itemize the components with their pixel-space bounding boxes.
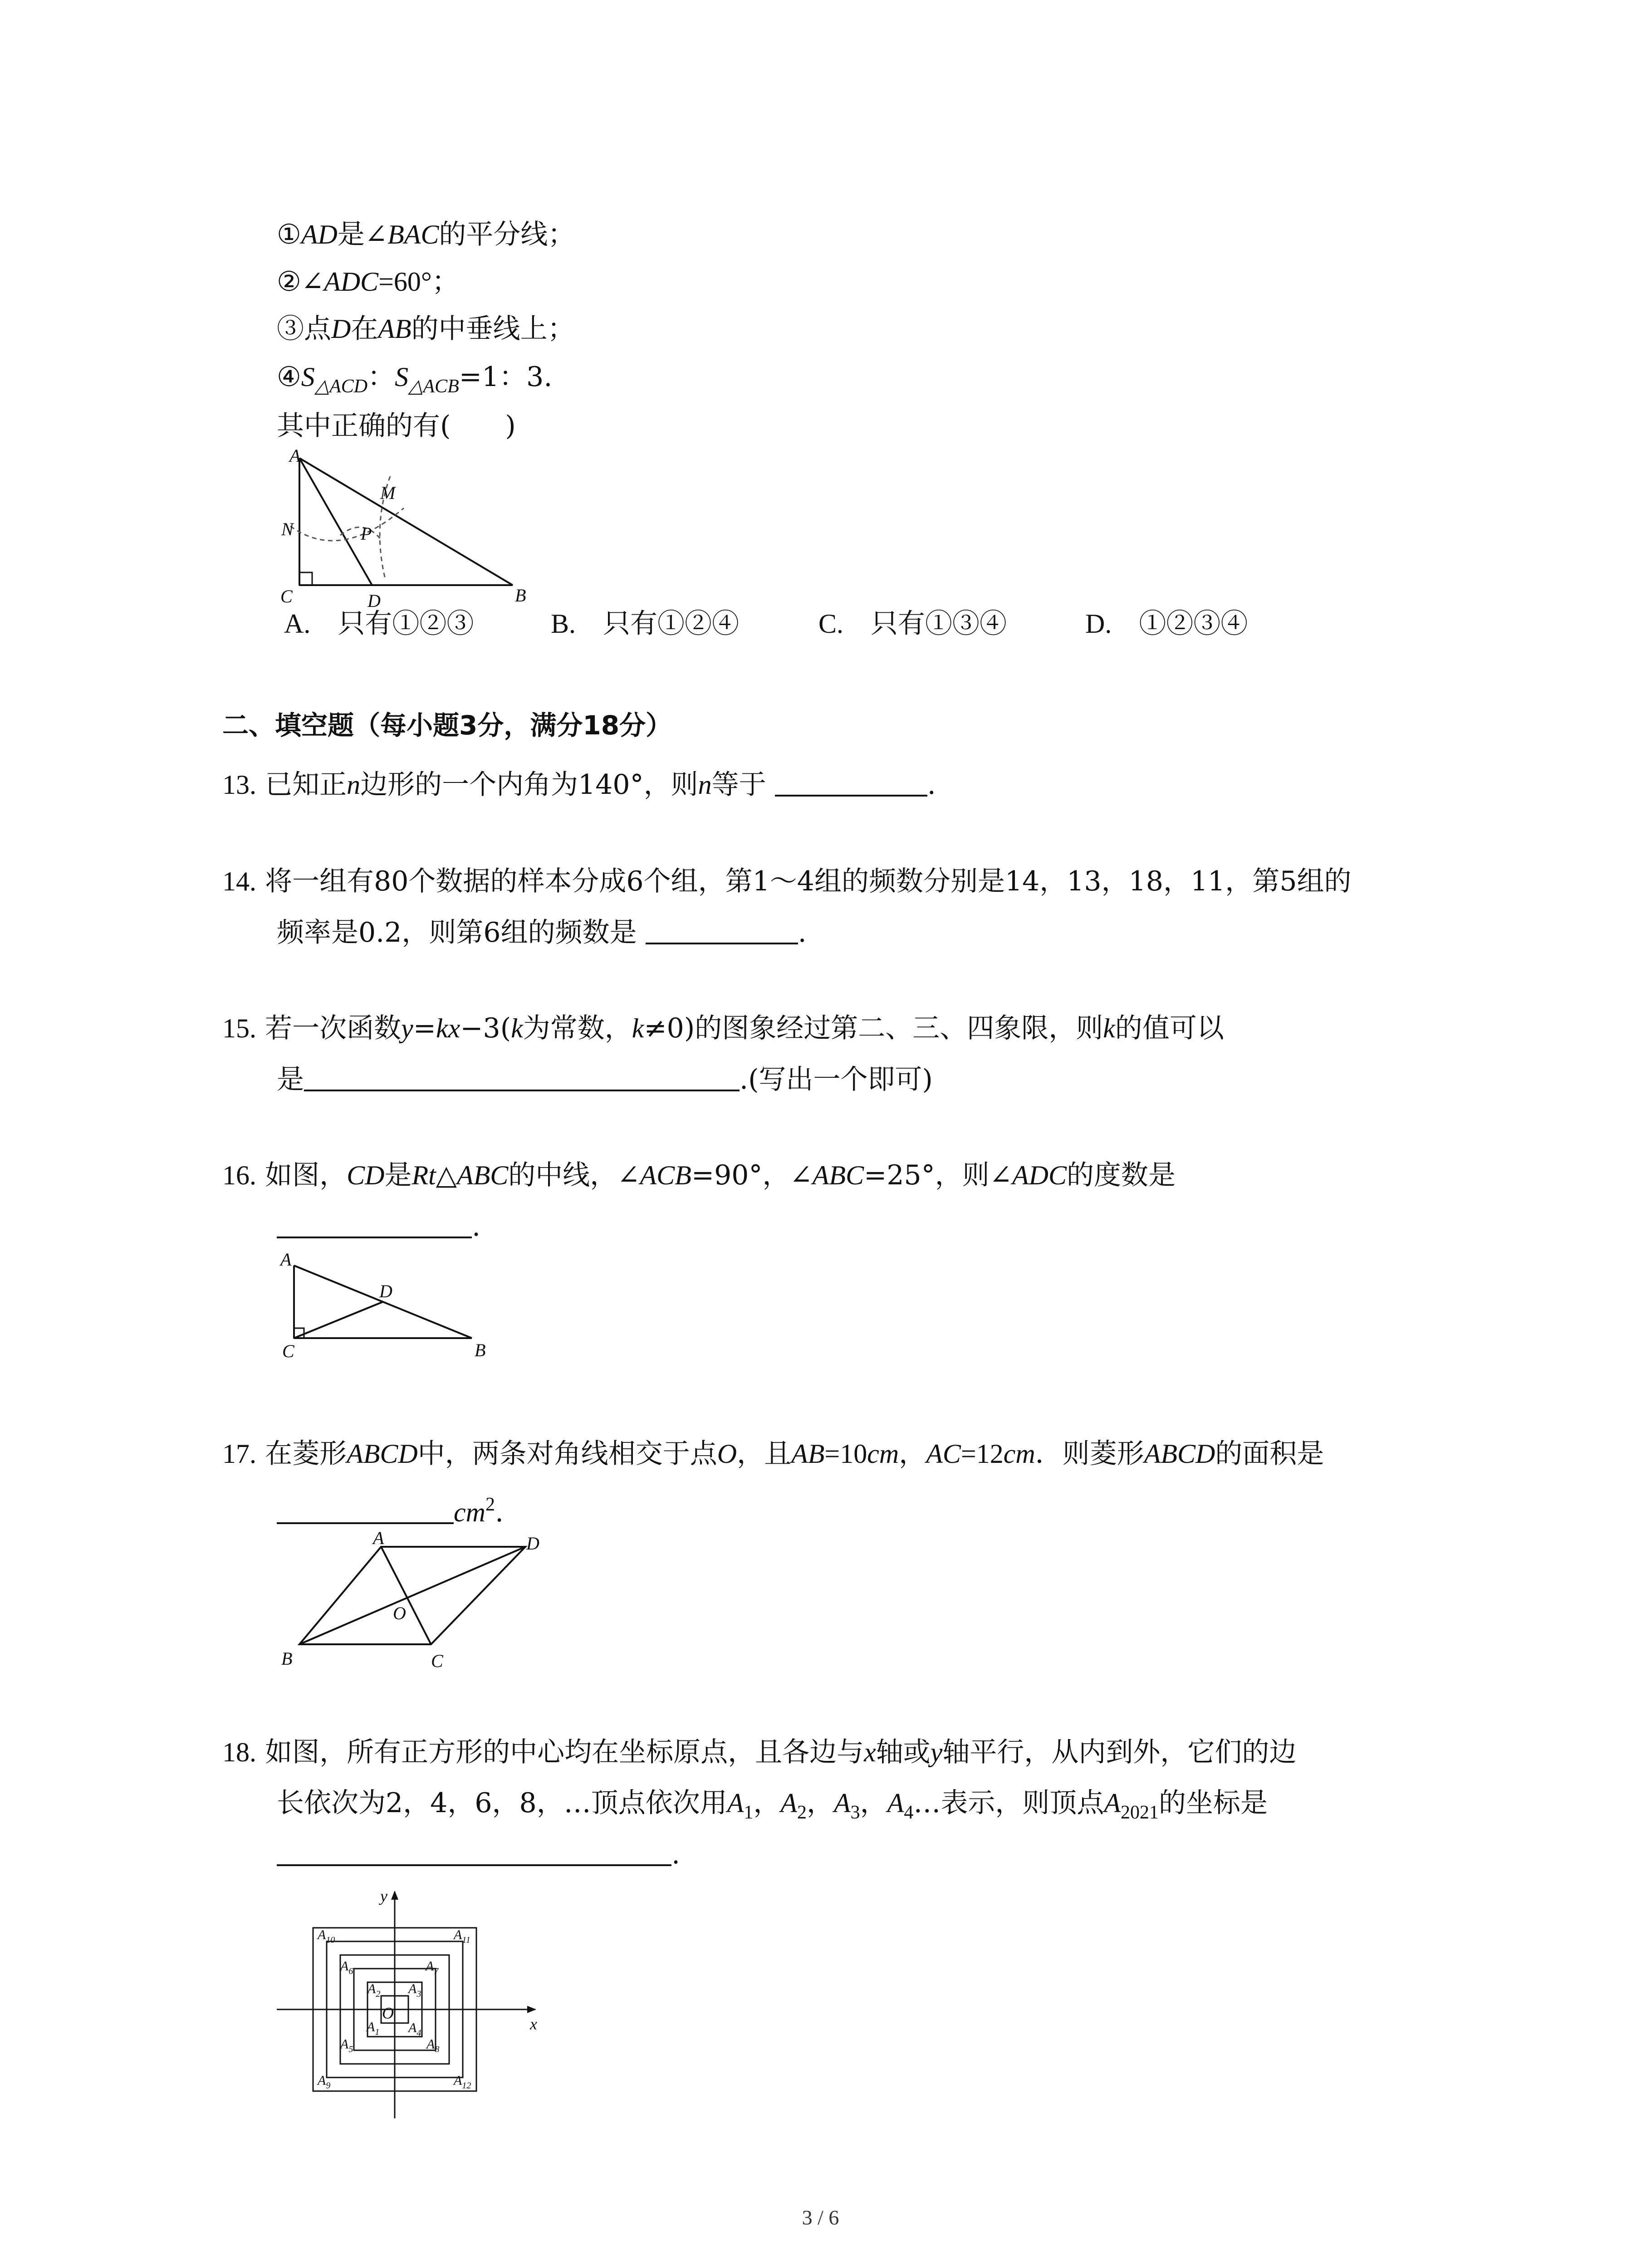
q12-figure (272, 445, 526, 612)
question-16-line-2: . (277, 1208, 480, 1244)
q16-answer-blank[interactable] (277, 1208, 472, 1238)
right-angle-mark (299, 572, 312, 585)
label-a2: $A_2$ (367, 1981, 381, 1999)
label-n: N (281, 519, 294, 539)
label-b: B (515, 585, 526, 606)
label-b: B (281, 1648, 293, 1669)
label-a: A (280, 1249, 292, 1270)
q17-figure (272, 1529, 544, 1683)
q15-answer-blank[interactable] (304, 1061, 740, 1091)
label-a3: $A_3$ (408, 1981, 421, 1999)
question-15-line-1: 15. 若一次函数y=kx−3(k为常数，k≠0)的图象经过第二、三、四象限，则k的值可以 (222, 1012, 1224, 1044)
q12-question: 其中正确的有( ) (277, 410, 516, 442)
label-a5: $A_5$ (340, 2037, 353, 2054)
page-number: 3 / 6 (802, 2206, 839, 2229)
segment-ab (299, 458, 513, 585)
label-p: P (361, 523, 372, 544)
label-a1: $A_1$ (367, 2019, 380, 2037)
q12-option-d[interactable]: D. ①②③④ (1085, 608, 1248, 640)
q18-figure (272, 1878, 554, 2123)
label-a8: $A_8$ (426, 2037, 440, 2054)
label-b: B (475, 1340, 486, 1360)
q16-figure (272, 1249, 499, 1374)
section-2-title: 二、填空题（每小题3分，满分18分） (222, 710, 672, 741)
q18-answer-blank[interactable] (277, 1836, 671, 1866)
label-a: A (373, 1528, 384, 1548)
q12-option-b[interactable]: B. 只有①②④ (551, 608, 740, 640)
diagonal-ac (381, 1547, 431, 1644)
q13-answer-blank[interactable] (775, 767, 927, 797)
q17-answer-blank[interactable] (277, 1494, 454, 1524)
question-15-line-2: 是 .(写出一个即可) (277, 1061, 933, 1097)
question-18-line-2: 长依次为2，4，6，8，…顶点依次用$A_1$，$A_2$，$A_3$，$A_4\dots$表示，则顶点$A_{2021}$的坐标是 (277, 1787, 1268, 1823)
diagonal-bd (299, 1547, 525, 1644)
segment-ad (299, 458, 372, 585)
q12-statement-2: ②∠ADC=60°； (277, 266, 459, 298)
label-m: M (380, 483, 396, 503)
q12-statement-3: ③点D在AB的中垂线上； (277, 313, 575, 345)
label-d: D (367, 591, 381, 611)
label-c: C (282, 1341, 294, 1361)
label-y: y (380, 1887, 387, 1905)
label-c: C (431, 1651, 443, 1671)
question-16-line-1: 16. 如图，CD是Rt△ABC的中线，∠ACB=90°，∠ABC=25°，则∠ADC的度数是 (222, 1159, 1176, 1191)
q12-statement-1: ①AD是∠BAC的平分线； (277, 219, 575, 250)
question-13: 13. 已知正n边形的一个内角为140°，则n等于 . (222, 767, 936, 802)
label-o: O (393, 1603, 406, 1623)
label-a: A (289, 445, 301, 466)
question-14-line-1: 14. 将一组有80个数据的样本分成6个组，第1～4组的频数分别是14，13，18，11，第5组的 (222, 865, 1352, 897)
q14-answer-blank[interactable] (646, 914, 798, 944)
segment-cd (294, 1302, 383, 1338)
label-d: D (526, 1533, 539, 1554)
question-14-line-2: 频率是0.2，则第6组的频数是 . (277, 914, 807, 950)
label-a10: $A_{10}$ (318, 1927, 335, 1945)
q12-statement-4: $④S_{\triangle ACD}$：$S_{\triangle ACB}=1$：3. (277, 361, 553, 397)
label-a9: $A_9$ (318, 2073, 331, 2091)
q12-option-c[interactable]: C. 只有①③④ (818, 608, 1007, 640)
question-18-line-1: 18. 如图，所有正方形的中心均在坐标原点，且各边与x轴或y轴平行，从内到外，它们的边 (222, 1736, 1297, 1768)
label-d: D (379, 1281, 392, 1301)
label-a11: $A_{11}$ (454, 1927, 470, 1945)
label-x: x (530, 2015, 537, 2033)
label-a7: $A_7$ (426, 1959, 439, 1976)
question-17-line-2: $cm^2$. (277, 1487, 504, 1530)
arc-center-a (290, 508, 404, 541)
q12-option-a[interactable]: A. 只有①②③ (284, 608, 474, 640)
question-18-line-3: . (277, 1836, 680, 1872)
label-a6: $A_6$ (340, 1959, 353, 1976)
label-a12: $A_{12}$ (454, 2073, 471, 2091)
label-c: C (280, 586, 293, 606)
y-axis-arrow (391, 1891, 398, 1900)
label-a4: $A_4$ (408, 2020, 421, 2038)
question-17-line-1: 17. 在菱形ABCD中，两条对角线相交于点O，且AB=10cm，AC=12cm．则菱形ABCD的面积是 (222, 1438, 1324, 1470)
label-o: O (382, 2004, 394, 2022)
x-axis-arrow (527, 2006, 536, 2013)
